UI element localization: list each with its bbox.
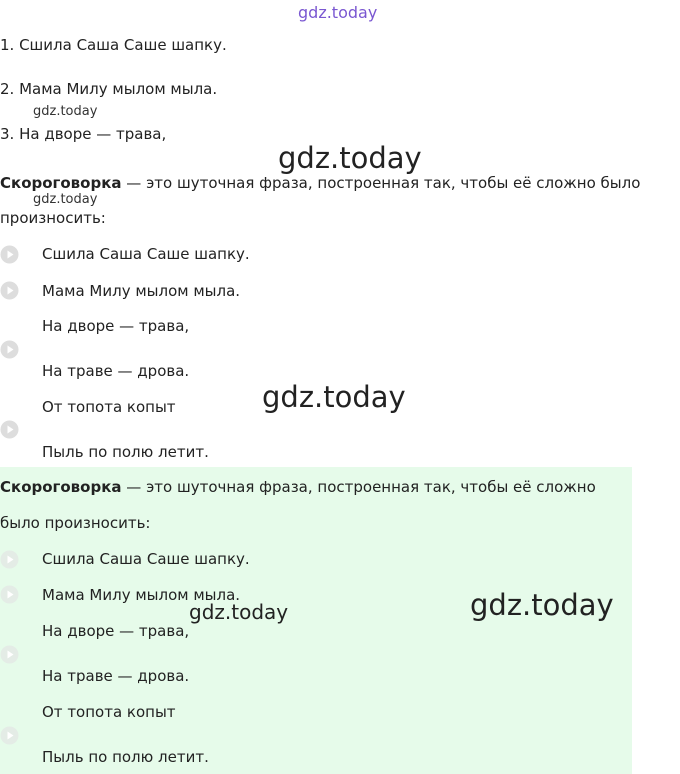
- list-item: От топота копыт: [42, 703, 176, 721]
- audio-play-icon[interactable]: [0, 726, 19, 745]
- audio-play-icon[interactable]: [0, 340, 19, 359]
- definition-1-line-1: [0, 174, 640, 192]
- question-2: 2. Мама Милу мылом мыла.: [0, 80, 218, 98]
- term: Скороговорка: [0, 478, 122, 496]
- audio-play-icon[interactable]: [0, 585, 19, 604]
- list-item: Мама Милу мылом мыла.: [42, 586, 241, 604]
- list-item: Мама Милу мылом мыла.: [42, 282, 241, 300]
- list-item: Сшила Саша Саше шапку.: [42, 550, 250, 568]
- list-item: Пыль по полю летит.: [42, 748, 209, 766]
- watermark-medium: gdz.today: [189, 600, 289, 624]
- watermark-large-1: gdz.today: [278, 141, 422, 175]
- audio-play-icon[interactable]: [0, 645, 19, 664]
- definition-text: — это шуточная фраза, построенная так, чтобы её сложно было: [121, 174, 641, 192]
- list-item: На траве — дрова.: [42, 667, 190, 685]
- watermark-large-3: gdz.today: [470, 588, 614, 622]
- list-item: На траве — дрова.: [42, 362, 190, 380]
- watermark-top: gdz.today: [298, 3, 378, 22]
- definition-2-line-1: [0, 478, 596, 496]
- audio-play-icon[interactable]: [0, 550, 19, 569]
- definition-2-line-2: было произносить:: [0, 514, 151, 532]
- list-item: Пыль по полю летит.: [42, 443, 209, 461]
- list-item: От топота копыт: [42, 398, 176, 416]
- question-3: 3. На дворе — трава,: [0, 125, 167, 143]
- watermark-large-2: gdz.today: [262, 380, 406, 414]
- list-item: Сшила Саша Саше шапку.: [42, 245, 250, 263]
- definition-text: — это шуточная фраза, построенная так, чтобы её сложно: [121, 478, 596, 496]
- watermark-small-1: gdz.today: [33, 104, 98, 119]
- audio-play-icon[interactable]: [0, 281, 19, 300]
- list-item: На дворе — трава,: [42, 622, 190, 640]
- question-1: 1. Сшила Саша Саше шапку.: [0, 36, 227, 54]
- audio-play-icon[interactable]: [0, 420, 19, 439]
- definition-1-line-2: произносить:: [0, 209, 106, 227]
- term: Скороговорка: [0, 174, 122, 192]
- audio-play-icon[interactable]: [0, 245, 19, 264]
- list-item: На дворе — трава,: [42, 317, 190, 335]
- watermark-small-2: gdz.today: [33, 192, 98, 207]
